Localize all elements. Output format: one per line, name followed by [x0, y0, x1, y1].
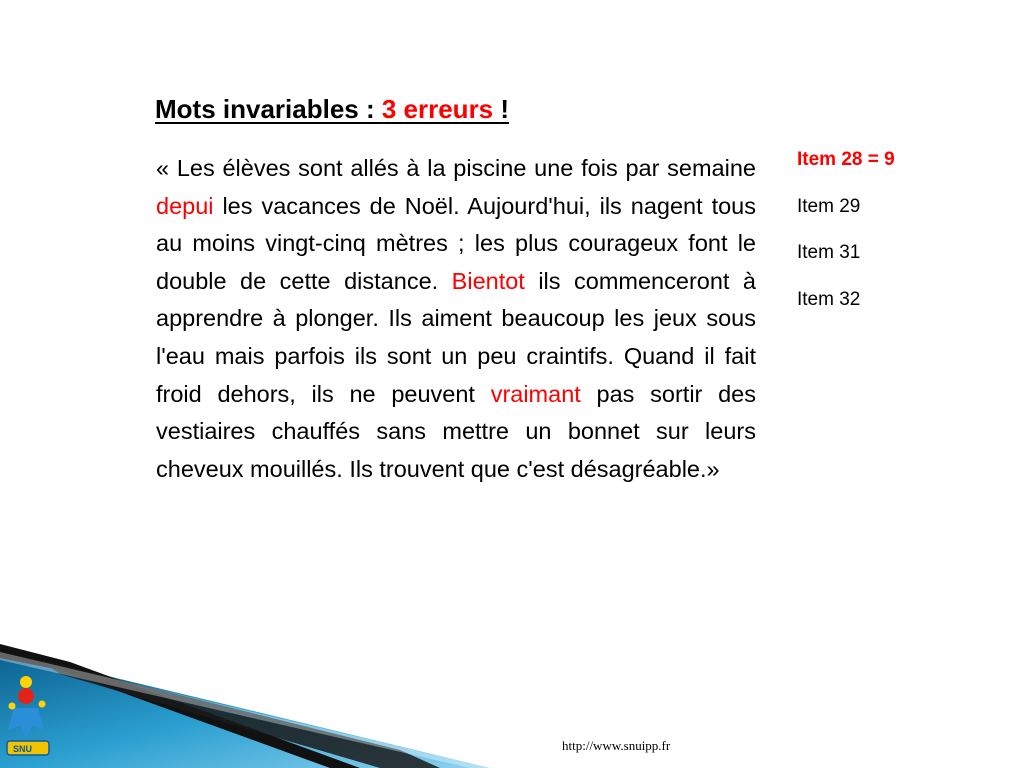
- logo-text: SNU: [13, 744, 33, 754]
- error-word-depui: depui: [156, 192, 214, 219]
- item-31: Item 31: [797, 242, 861, 263]
- item-28: Item 28 = 9: [797, 149, 895, 170]
- text-segment: les vacances de Noël. Aujourd'hui, ils nagent tous au moins vingt-cinq mètres ; les plus courageux font le double de cette distance.: [156, 192, 756, 294]
- title-suffix: !: [500, 94, 510, 124]
- text-segment: « Les élèves sont allés à la piscine une fois par semaine: [156, 155, 756, 181]
- footer-decoration: [0, 630, 1024, 768]
- item-29: Item 29: [797, 195, 861, 217]
- title-prefix: Mots invariables :: [155, 94, 382, 124]
- item-list: [797, 148, 997, 334]
- error-word-bientot: Bientot: [451, 267, 525, 294]
- text-segment: pas sortir des vestiaires chauffés sans mettre un bonnet sur leurs cheveux mouillés. Ils trouvent que c'est désagréable.»: [156, 380, 756, 482]
- text-segment: ils commenceront à apprendre à plonger. Ils aiment beaucoup les jeux sous l'eau mais parfois ils sont un peu craintifs. Quand il fait froid dehors, ils ne peuvent: [156, 267, 756, 407]
- footer-url: http://www.snuipp.fr: [562, 738, 671, 753]
- error-word-vraimant: vraimant: [490, 380, 581, 407]
- title-errors: 3 erreurs: [381, 94, 501, 124]
- snuipp-logo: [4, 674, 52, 762]
- dictation-text: [156, 150, 756, 488]
- item-32: Item 32: [797, 288, 861, 310]
- slide-title: [155, 94, 509, 125]
